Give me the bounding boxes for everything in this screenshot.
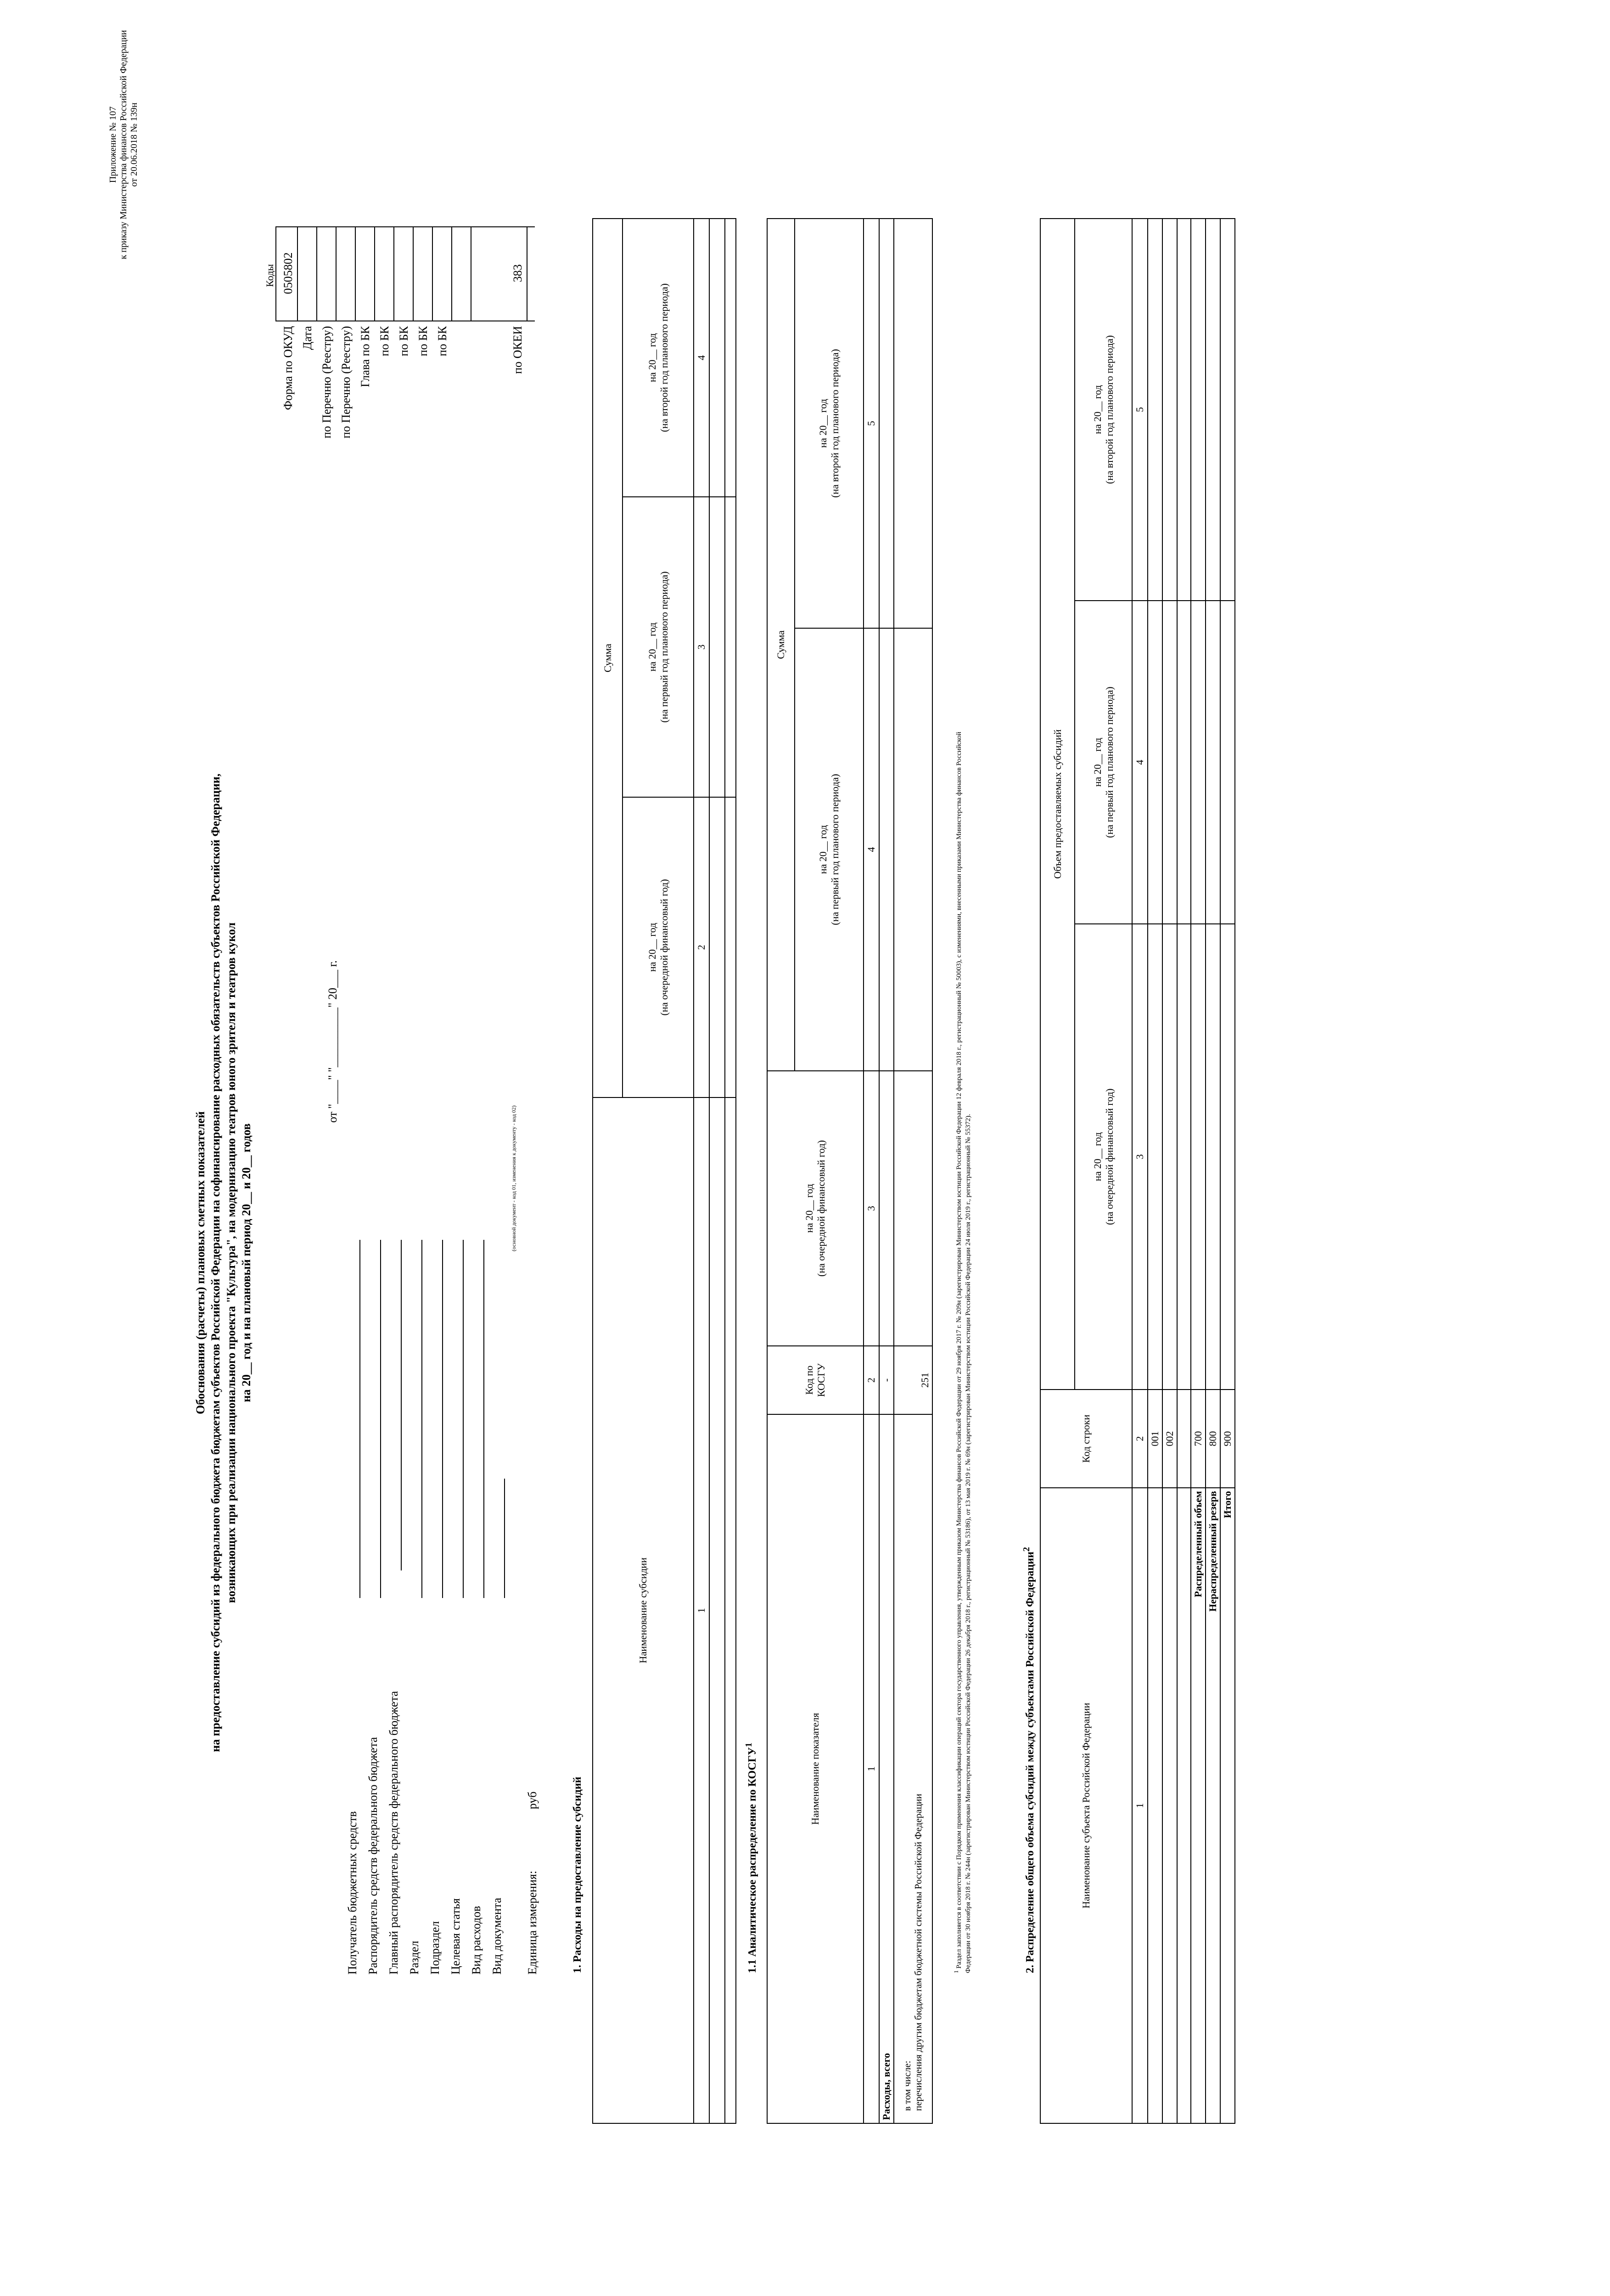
title-line-1: Обоснования (расчеты) плановых сметных показателей xyxy=(194,1111,207,1414)
unit-value: руб xyxy=(526,1791,539,1809)
s2-row-name xyxy=(1148,1488,1162,2123)
codes-row-label: по БК xyxy=(378,326,391,356)
s1-year-2-sub: (на первый год планового периода) xyxy=(658,571,670,723)
s1-year-1-label: на 20__ год xyxy=(646,923,658,972)
header-field-line xyxy=(504,1479,505,1598)
s2-year-3 xyxy=(1075,219,1132,601)
s2-row-value xyxy=(1191,924,1206,1390)
s11-row-transfer-name xyxy=(894,1414,932,2123)
section-11-title xyxy=(744,1743,759,1973)
codes-row-label: Форма по ОКУД xyxy=(281,326,295,410)
s11-year-3-label: на 20__ год xyxy=(817,399,829,448)
s11-year-2-label: на 20__ год xyxy=(817,825,829,874)
codes-row-label: по ОКЕИ xyxy=(511,326,524,374)
footnote xyxy=(953,22,973,1973)
s2-row-code: 002 xyxy=(1162,1390,1177,1488)
section-2-title-sup: 2 xyxy=(1021,1547,1032,1552)
header-field-label: Подраздел xyxy=(428,1921,442,1975)
s2-num-4: 4 xyxy=(1132,601,1148,924)
header-field-row xyxy=(404,597,422,1975)
section-11-title-text: 1.1 Аналитическое распределение по КОСГУ xyxy=(746,1747,758,1973)
s2-row-value xyxy=(1206,219,1220,601)
s2-row-value xyxy=(1220,219,1235,601)
section-1-table xyxy=(592,218,736,2124)
s2-row-value xyxy=(1191,219,1206,601)
table-row xyxy=(1220,219,1235,2123)
s2-row-name xyxy=(1162,1488,1177,2123)
codes-row-label: Дата xyxy=(301,326,314,350)
header-field-line xyxy=(483,1240,484,1598)
s2-row-value xyxy=(1162,219,1177,601)
s11-num-2: 2 xyxy=(864,1346,879,1414)
footnote-line-1 xyxy=(953,22,964,1973)
header-field-row xyxy=(466,597,484,1975)
s2-row-value xyxy=(1148,924,1162,1390)
table-row xyxy=(1177,219,1191,2123)
codes-row-label: Глава по БК xyxy=(359,326,372,388)
s1-data-row xyxy=(709,219,725,2123)
s11-year-2 xyxy=(795,628,864,1071)
s2-row-code: 700 xyxy=(1191,1390,1206,1488)
codes-row-label: по БК xyxy=(436,326,449,356)
header-field-line xyxy=(359,1240,360,1598)
section-2-table xyxy=(1040,218,1235,2124)
header-field-row xyxy=(487,597,505,1975)
doc-type-note: (основной документ - код 01, изменения к документу - код 02) xyxy=(510,1105,517,1251)
s2-num-3: 3 xyxy=(1132,924,1148,1390)
s11-row-total xyxy=(879,219,894,2123)
header-field-line xyxy=(401,1240,402,1570)
section-1-title: 1. Расходы на предоставление субсидий xyxy=(572,1777,583,1973)
s2-year-3-label: на 20__ год xyxy=(1091,385,1103,434)
s11-col-code: Код по КОСГУ xyxy=(767,1346,864,1414)
s2-rows xyxy=(1148,219,1235,2123)
s2-num-5: 5 xyxy=(1132,219,1148,601)
approval-line-3: от 20.06.2018 № 139н xyxy=(129,102,139,187)
section-11-table xyxy=(767,218,933,2124)
s11-row-transfer-text: перечисления другим бюджетам бюджетной системы Российской Федерации xyxy=(913,1794,924,2111)
s11-num-1: 1 xyxy=(864,1414,879,2123)
s1-year-3-label: на 20__ год xyxy=(646,333,658,383)
s11-row-transfer xyxy=(894,219,932,2123)
s2-row-code: 001 xyxy=(1148,1390,1162,1488)
s2-col-code: Код строки xyxy=(1040,1390,1132,1488)
s2-row-name: Распределенный объем xyxy=(1191,1488,1206,2123)
codes-row-value: 0505802 xyxy=(281,252,295,294)
s2-row-name: Итого xyxy=(1220,1488,1235,2123)
s2-col-volume: Объем предоставляемых субсидий xyxy=(1040,219,1075,1390)
s1-year-2-label: на 20__ год xyxy=(646,622,658,672)
table-row xyxy=(1206,219,1220,2123)
footnote-mark: 1 xyxy=(953,1970,959,1973)
header-field-row xyxy=(445,597,464,1975)
s1-year-1 xyxy=(623,797,694,1097)
s2-row-value xyxy=(1162,601,1177,924)
s2-row-code xyxy=(1177,1390,1191,1488)
s1-year-3-sub: (на второй год планового периода) xyxy=(658,283,670,432)
s2-year-3-sub: (на второй год планового периода) xyxy=(1103,335,1115,484)
header-field-line xyxy=(442,1240,443,1598)
s11-year-3 xyxy=(795,219,864,628)
s2-row-name: Нераспределенный резерв xyxy=(1206,1488,1220,2123)
s2-year-1 xyxy=(1075,924,1132,1390)
approval-block xyxy=(108,25,140,264)
s2-row-value xyxy=(1177,219,1191,601)
header-field-label: Распорядитель средств федерального бюджета xyxy=(366,1737,380,1975)
header-field-label: Вид документа xyxy=(490,1897,504,1975)
s11-col-name: Наименование показателя xyxy=(767,1414,864,2123)
s1-year-2 xyxy=(623,497,694,797)
s2-year-1-label: на 20__ год xyxy=(1091,1132,1103,1182)
s1-year-1-sub: (на очередной финансовый год) xyxy=(658,879,670,1016)
codes-row-value: 383 xyxy=(511,264,524,282)
header-field-line xyxy=(463,1240,464,1598)
header-field-line xyxy=(380,1240,381,1598)
s2-row-value xyxy=(1206,601,1220,924)
header-field-line xyxy=(421,1240,422,1598)
table-row xyxy=(1148,219,1162,2123)
s2-row-value xyxy=(1191,601,1206,924)
s2-num-2: 2 xyxy=(1132,1390,1148,1488)
header-field-row xyxy=(383,597,402,1975)
header-field-row xyxy=(342,597,360,1975)
title-line-3: возникающих при реализации национального проекта "Культура", на модернизацию театров юного зрителя и театров кукол xyxy=(224,922,238,1604)
s2-row-code: 900 xyxy=(1220,1390,1235,1488)
header-field-label: Вид расходов xyxy=(470,1906,483,1975)
date-line: от "____" "__________" 20___ г. xyxy=(326,960,339,1123)
table-row xyxy=(1191,219,1206,2123)
s2-year-1-sub: (на очередной финансовый год) xyxy=(1103,1088,1115,1225)
header-field-label: Получатель бюджетных средств xyxy=(346,1811,359,1975)
s2-row-name xyxy=(1177,1488,1191,2123)
approval-line-2: к приказу Министерства финансов Российской Федерации xyxy=(118,30,129,259)
codes-row-label: по БК xyxy=(416,326,430,356)
s2-row-value xyxy=(1148,601,1162,924)
section-2-title-text: 2. Распределение общего объема субсидий между субъектами Российской Федерации xyxy=(1024,1551,1036,1973)
s11-row-total-code: - xyxy=(879,1346,894,1414)
header-field-row xyxy=(363,597,381,1975)
s2-row-value xyxy=(1206,924,1220,1390)
s2-row-value xyxy=(1162,924,1177,1390)
codes-row-label: по Перечню (Реестру) xyxy=(320,326,333,439)
header-field-row xyxy=(425,597,443,1975)
s1-num-4: 4 xyxy=(694,219,709,497)
s1-col-sum: Сумма xyxy=(593,219,623,1097)
footnote-text-1: Раздел заполняется в соответствии с Порядком применения классификации операций сектора государственного управления, утвержденным приказом Министерства финансов Российской Федерации от 29 ноября 2017 г. № 209н (зарегистрирован Министерством юстиции Российской Федерации 12 февраля 2018 г., регистрационный № 50003), с изменениями, внесенными приказами Министерства финансов Российской xyxy=(955,732,963,1969)
s2-row-value xyxy=(1148,219,1162,601)
title-line-2: на предоставление субсидий из федерального бюджета бюджетам субъектов Российской Федерации на софинансирование расходных обязательств субъектов Российской Федерации, xyxy=(209,773,223,1752)
s11-year-1-label: на 20__ год xyxy=(803,1184,815,1233)
s2-row-code: 800 xyxy=(1206,1390,1220,1488)
s11-num-4: 4 xyxy=(864,628,879,1071)
footnote-line-2: Федерации от 30 ноября 2018 г. № 244н (зарегистрирован Министерством юстиции Российской Федерации 26 декабря 2018 г., регистрационный № 53186), от 13 мая 2019 г. № 69н (зарегистрирован Министерством юстиции Российской Федерации 24 июля 2019 г., регистрационный № 55372). xyxy=(965,1114,972,1973)
s1-num-2: 2 xyxy=(694,797,709,1097)
s2-col-name: Наименование субъекта Российской Федерации xyxy=(1040,1488,1132,2123)
s1-num-3: 3 xyxy=(694,497,709,797)
unit-label: Единица измерения: xyxy=(526,1870,539,1975)
s11-col-sum: Сумма xyxy=(767,219,795,1071)
s2-row-value xyxy=(1220,924,1235,1390)
s1-data-row xyxy=(725,219,736,2123)
s2-year-2 xyxy=(1075,601,1132,924)
s11-row-incl: в том числе: xyxy=(902,2060,913,2111)
s11-num-3: 3 xyxy=(864,1071,879,1346)
section-11-title-sup: 1 xyxy=(744,1742,754,1747)
codes-header: Коды xyxy=(264,264,275,287)
s1-col-name: Наименование субсидии xyxy=(593,1097,694,2123)
s11-year-1 xyxy=(767,1071,864,1346)
s11-row-transfer-code: 251 xyxy=(894,1346,932,1414)
document-title xyxy=(193,356,254,2170)
approval-line-1: Приложение № 107 xyxy=(108,106,118,183)
s2-year-2-sub: (на первый год планового периода) xyxy=(1103,687,1115,838)
s2-row-value xyxy=(1177,924,1191,1390)
s1-year-3 xyxy=(623,219,694,497)
s11-num-5: 5 xyxy=(864,219,879,628)
s11-row-total-name: Расходы, всего xyxy=(879,1414,894,2123)
header-field-label: Раздел xyxy=(408,1941,421,1975)
title-line-4: на 20__ год и на плановый период 20__ и 20__ годов xyxy=(239,1123,253,1402)
s2-row-value xyxy=(1220,601,1235,924)
section-2-title xyxy=(1021,1547,1037,1973)
header-field-label: Целевая статья xyxy=(449,1898,462,1975)
s1-num-1: 1 xyxy=(694,1097,709,2123)
s11-year-1-sub: (на очередной финансовый год) xyxy=(815,1140,827,1277)
table-row xyxy=(1162,219,1177,2123)
s2-row-value xyxy=(1177,601,1191,924)
codes-row-label: по Перечню (Реестру) xyxy=(339,326,353,439)
s11-year-3-sub: (на второй год планового периода) xyxy=(829,349,841,498)
header-field-label: Главный распорядитель средств федерального бюджета xyxy=(387,1691,400,1975)
s2-year-2-label: на 20__ год xyxy=(1091,737,1103,787)
s11-year-2-sub: (на первый год планового периода) xyxy=(829,774,841,925)
s2-num-1: 1 xyxy=(1132,1488,1148,2123)
codes-row-label: по БК xyxy=(397,326,410,356)
